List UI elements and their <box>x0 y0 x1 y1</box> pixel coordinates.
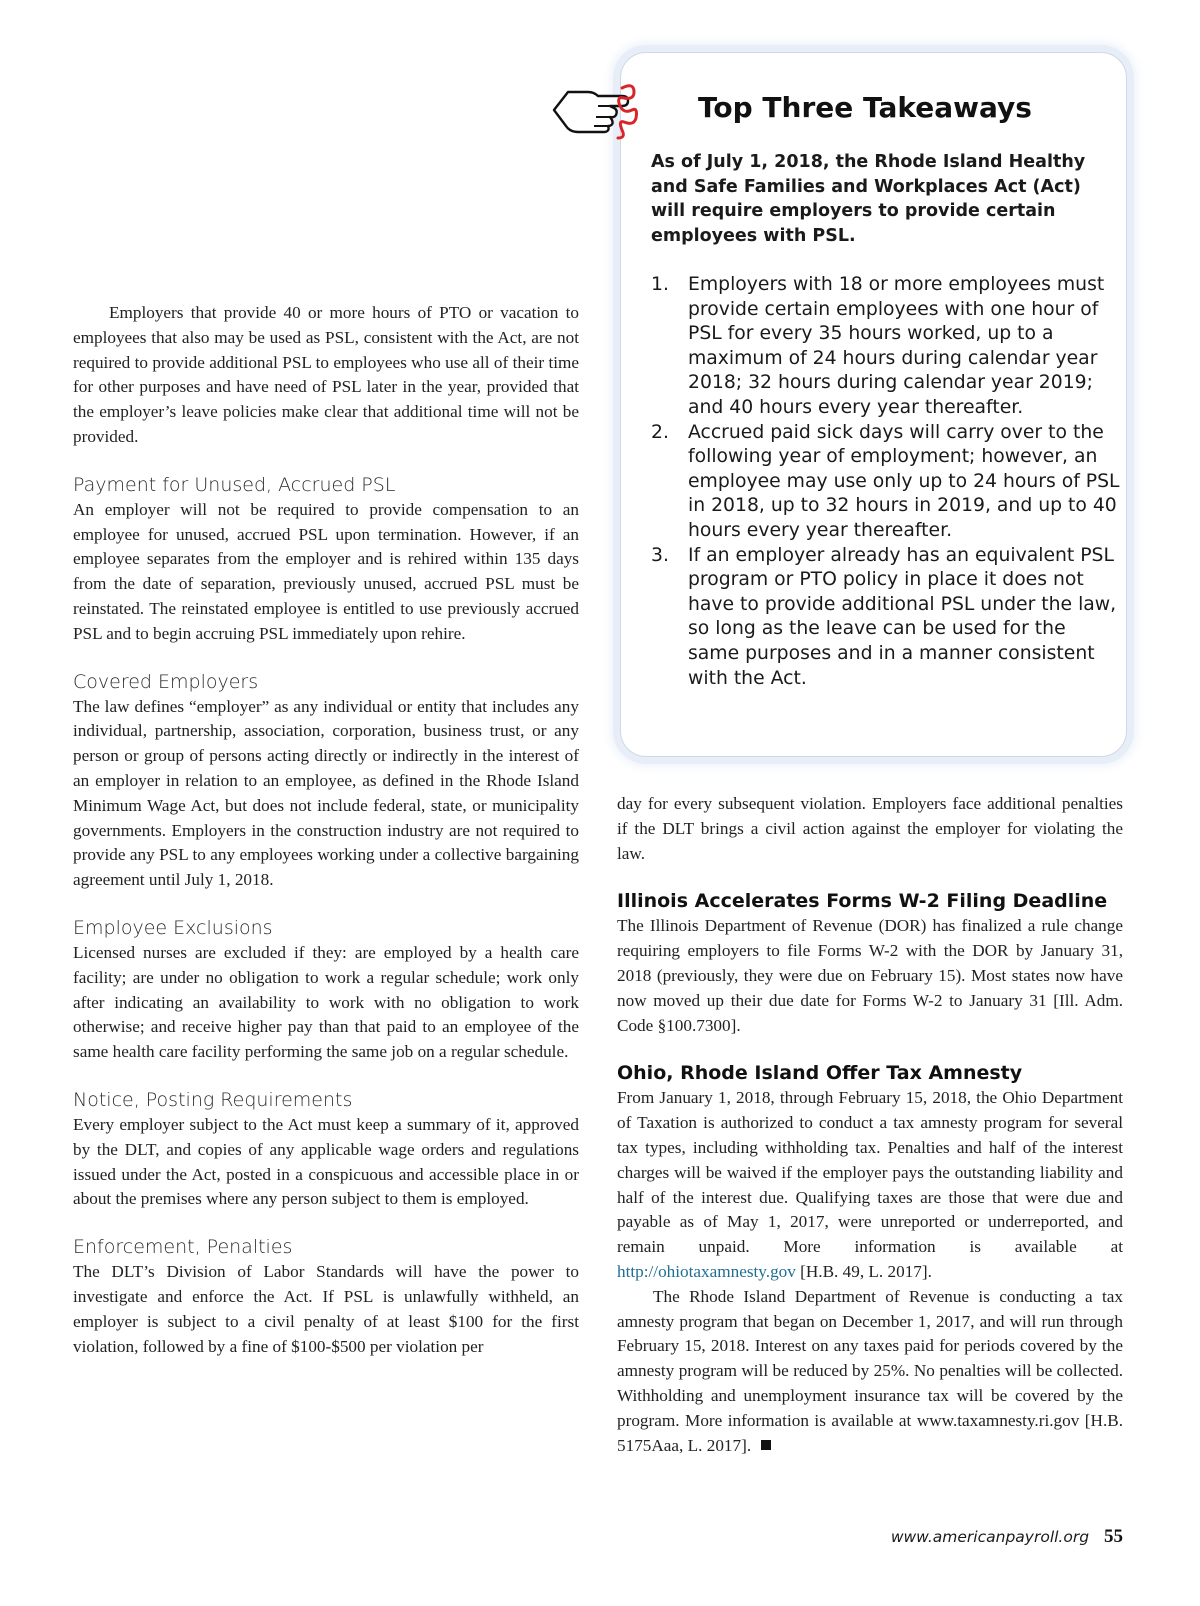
takeaways-list <box>651 273 1121 691</box>
section-body-notice: Every employer subject to the Act must keep a summary of it, approved by the DLT, and copies of any applicable wage orders and regulations issued under the Act, posted in a conspicuous and accessible place in or about the premises where any person subject to them is employed. <box>73 1114 579 1209</box>
pointing-hand-with-string-icon <box>548 80 644 144</box>
ohio-body-citation: [H.B. 49, L. 2017]. <box>795 1261 932 1281</box>
illinois-heading: Illinois Accelerates Forms W-2 Filing Deadline <box>617 890 1108 913</box>
left-column <box>73 301 579 1359</box>
continuation-paragraph: day for every subsequent violation. Employers face additional penalties if the DLT brings a civil action against the employer for violating the law. <box>617 794 1123 863</box>
takeaway-number: 3. <box>651 544 669 566</box>
takeaway-item <box>651 421 1121 544</box>
takeaways-intro: As of July 1, 2018, the Rhode Island Healthy and Safe Families and Workplaces Act (Act) will require employers to provide certain employees with PSL. <box>651 152 1086 246</box>
rhode-island-amnesty-paragraph <box>617 1285 1123 1459</box>
section-heading-employee-exclusions: Employee Exclusions <box>73 916 273 939</box>
right-column <box>617 792 1123 1458</box>
section-body-payment: An employer will not be required to provide compensation to an employee for unused, accrued PSL upon termination. However, if an employee separates from the employer and is rehired within 135 days from the date of separation, previously unused, accrued PSL must be reinstated. The reinstated employee is entitled to use previously accrued PSL and to begin accruing PSL immediately upon rehire. <box>73 499 579 643</box>
section-heading-notice: Notice, Posting Requirements <box>73 1088 353 1111</box>
end-mark-icon <box>761 1440 771 1450</box>
takeaway-item <box>651 544 1121 692</box>
page-footer <box>891 1526 1123 1548</box>
takeaway-text: Employers with 18 or more employees must provide certain employees with one hour of PSL for every 35 hours worked, up to a maximum of 24 hours during calendar year 2018; 32 hours during calendar year 2019; and 40 hours every year thereafter. <box>688 274 1105 418</box>
takeaway-text: If an employer already has an equivalent PSL program or PTO policy in place it does not have to provide additional PSL under the law, so long as the leave can be used for the same purposes and in a manner consistent with the Act. <box>688 544 1117 689</box>
footer-url[interactable]: www.americanpayroll.org <box>890 1528 1090 1546</box>
section-body-enforcement: The DLT’s Division of Labor Standards will have the power to investigate and enforce the Act. If PSL is unlawfully withheld, an employer is subject to a civil penalty of at least $100 for the first violation, followed by a fine of $100-$500 per violation per <box>73 1262 579 1356</box>
intro-paragraph: Employers that provide 40 or more hours of PTO or vacation to employees that also may be used as PSL, consistent with the Act, are not required to provide additional PSL to employees who use all of their time for other purposes and have need of PSL later in the year, provided that the employer’s leave policies make clear that additional time will not be provided. <box>73 303 579 446</box>
ohio-heading: Ohio, Rhode Island Offer Tax Amnesty <box>617 1062 1023 1085</box>
section-heading-covered-employers: Covered Employers <box>73 670 259 693</box>
ohio-body <box>617 1086 1123 1284</box>
takeaway-number: 2. <box>651 421 669 443</box>
takeaways-title: Top Three Takeaways <box>698 91 1032 124</box>
rhode-island-amnesty-text: The Rhode Island Department of Revenue is conducting a tax amnesty program that began on December 1, 2017, and will run through February 15, 2018. Interest on any taxes paid for periods covered by the amnesty program will be reduced by 25%. No penalties will be collected. Withholding and unemployment insurance tax will be covered by the program. More information is available at www.taxamnesty.ri.gov [H.B. 5175Aaa, L. 2017]. <box>617 1286 1123 1455</box>
takeaway-item <box>651 273 1121 421</box>
section-heading-payment: Payment for Unused, Accrued PSL <box>73 473 396 496</box>
illinois-body: The Illinois Department of Revenue (DOR) has finalized a rule change requiring employers to file Forms W-2 with the DOR by January 31, 2018 (previously, they were due on February 15). Most states now have now moved up their due date for Forms W-2 to January 31 [Ill. Adm. Code §100.7300]. <box>617 916 1123 1035</box>
page-number: 55 <box>1104 1526 1123 1547</box>
section-body-covered-employers: The law defines “employer” as any individual or entity that includes any individual, partnership, association, corporation, business trust, or any person or group of persons acting directly or indirectly in the interest of an employer in relation to an employee, as defined in the Rhode Island Minimum Wage Act, but does not include federal, state, or municipality governments. Employers in the construction industry are not required to provide any PSL to any employees working under a collective bargaining agreement until July 1, 2018. <box>73 696 579 890</box>
ohio-body-text: From January 1, 2018, through February 15, 2018, the Ohio Department of Taxation is authorized to conduct a tax amnesty program for several tax types, including withholding tax. Penalties and half of the interest charges will be waived if the employer pays the outstanding liability and half of the interest due. Qualifying taxes are those that were due and payable as of May 1, 2017, were unreported or underreported, and remain unpaid. More information is available at <box>617 1088 1123 1257</box>
section-body-employee-exclusions: Licensed nurses are excluded if they: are employed by a health care facility; are under no obligation to work a regular schedule; work only after indicating an availability to work with no obligation to work otherwise; and receive higher pay than that paid to an employee of the same health care facility performing the same job on a regular schedule. <box>73 942 579 1062</box>
takeaway-number: 1. <box>651 274 669 295</box>
section-heading-enforcement: Enforcement, Penalties <box>73 1236 293 1259</box>
ohio-amnesty-link[interactable]: http://ohiotaxamnesty.gov <box>617 1261 796 1281</box>
takeaway-text: Accrued paid sick days will carry over to the following year of employment; however, an employee may use only up to 24 hours of PSL in 2018, up to 32 hours in 2019, and up to 40 hours every year thereafter. <box>688 421 1120 541</box>
